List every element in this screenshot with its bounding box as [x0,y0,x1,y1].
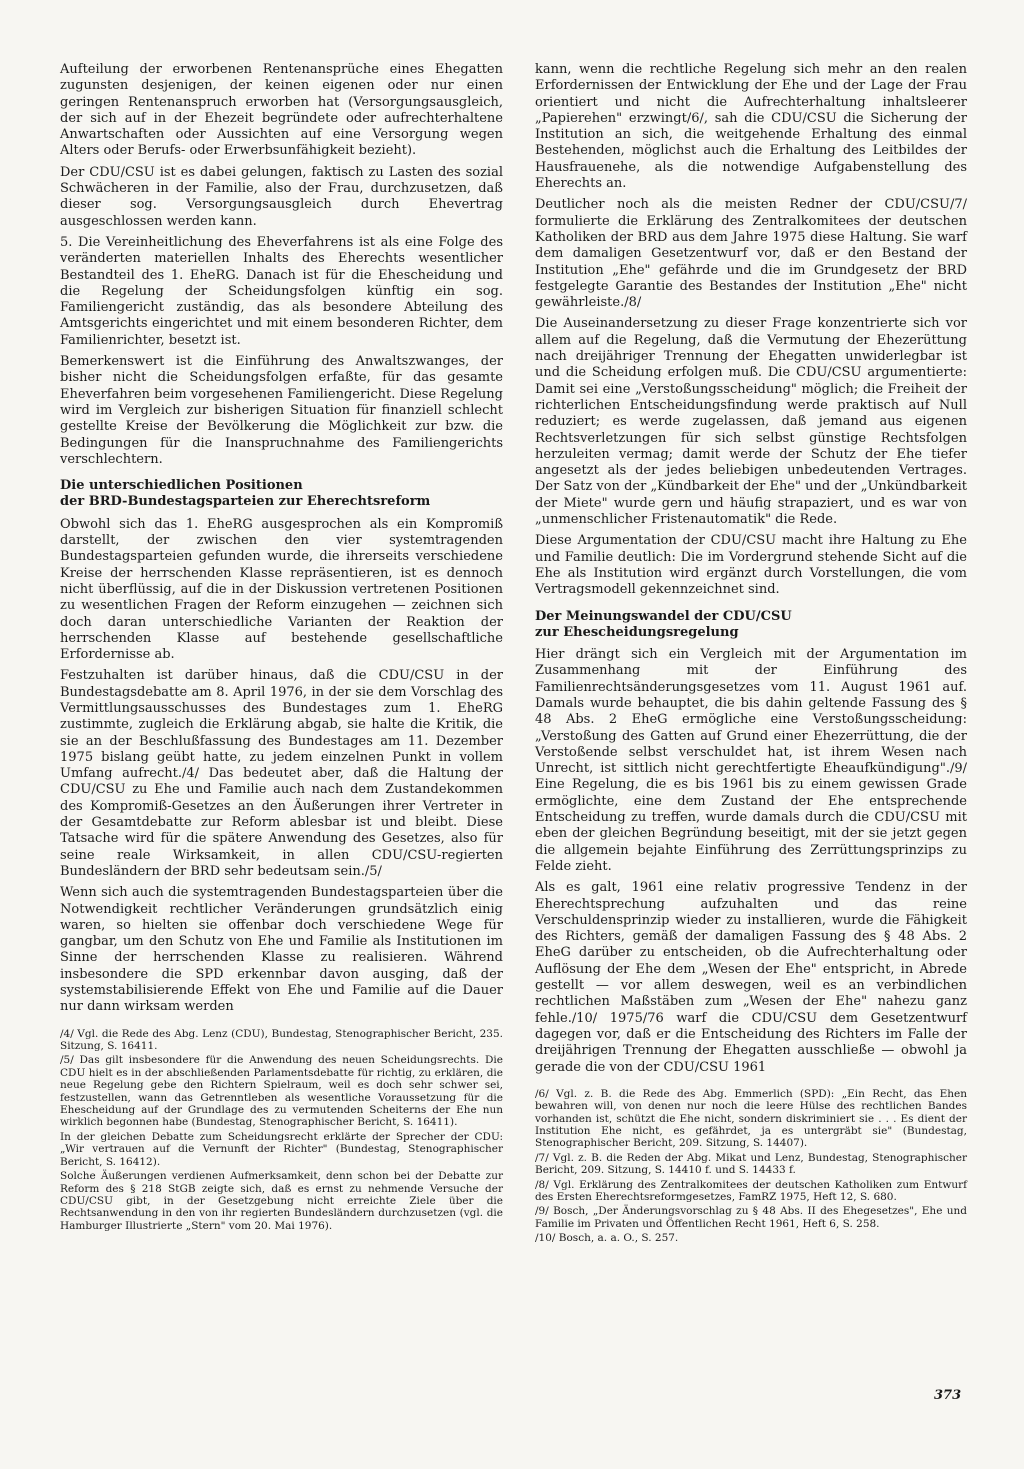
paragraph: Diese Argumentation der CDU/CSU macht ihre Haltung zu Ehe und Familie deutlich: Die im Vordergrund stehende Sicht auf die Ehe als Institution wird ergänzt durch Vorstellungen, die vom Vertragsmodell gekennzeichnet sind. [535,533,967,598]
paragraph: kann, wenn die rechtliche Regelung sich mehr an den realen Erfordernissen der Entwicklung der Ehe und der Lage der Frau orientiert und nicht die Aufrechterhaltung inhaltsleerer „Papierehen" erzwingt/6/, sah die CDU/CSU die Sicherung der Institution an sich, die weitgehende Erhaltung des einmal Bestehenden, möglichst auch die Erhaltung des Leitbildes der Hausfrauenehe, als die notwendige Aufgabenstellung des Eherechts an. [535,62,967,192]
left-column [60,62,503,1234]
paragraph: Obwohl sich das 1. EheRG ausgesprochen als ein Kompromiß darstellt, der zwischen den vier systemtragenden Bundestagsparteien gefunden wurde, die ihrerseits verschiedene Kreise der herrschenden Klasse repräsentieren, ist es dennoch nicht überflüssig, auf die in der Diskussion vertretenen Positionen zu wesentlichen Fragen der Reform einzugehen — zeichnen sich doch daran unterschiedliche Varianten der Reaktion der herrschenden Klasse auf bestehende gesellschaftliche Erfordernisse ab. [60,516,503,663]
footnote: Solche Äußerungen verdienen Aufmerksamkeit, denn schon bei der Debatte zur Reform des § 218 StGB zeigte sich, daß es ernst zu nehmende Versuche der CDU/CSU gibt, in der Gesetzgebung nicht erreichte Ziele über die Rechtsanwendung in den von ihr regierten Bundesländern durchzusetzen (vgl. die Hamburger Illustrierte „Stern" vom 20. Mai 1976). [60,1170,503,1232]
footnote: /7/ Vgl. z. B. die Reden der Abg. Mikat und Lenz, Bundestag, Stenographischer Bericht, 209. Sitzung, S. 14410 f. und S. 14433 f. [535,1151,967,1177]
footnote: /6/ Vgl. z. B. die Rede des Abg. Emmerlich (SPD): „Ein Recht, das Ehen bewahren will, von denen nur noch die leere Hülse des rechtlichen Bandes vorhanden ist, schützt die Ehe nicht, sondern diskriminiert sie . . . Es dient der Institution Ehe nicht, es gefährdet, ja es untergräbt sie" (Bundestag, Stenographischer Bericht, 209. Sitzung, S. 14407). [535,1087,967,1150]
footnotes [60,1028,503,1233]
footnote: In der gleichen Debatte zum Scheidungsrecht erklärte der Sprecher der CDU: „Wir vertrauen auf die Vernunft der Richter" (Bundestag, Stenographischer Bericht, S. 16412). [60,1130,503,1168]
paragraph: Die Auseinandersetzung zu dieser Frage konzentrierte sich vor allem auf die Regelung, daß die Vermutung der Ehezerüttung nach dreijähriger Trennung der Ehegatten unwiderlegbar ist und die Scheidung erfolgen muß. Die CDU/CSU argumentierte: Damit sei eine „Verstoßungsscheidung" möglich; die Freiheit der richterlichen Entscheidungsfindung werde praktisch auf Null reduziert; es werde zugelassen, daß jemand aus eigenen Rechtsverletzungen für sich selbst günstige Rechtsfolgen herzuleiten vermag; damit werde der Schutz der Ehe tiefer angesetzt als der jedes beliebigen unbedeutenden Vertrages. Der Satz von der „Kündbarkeit der Ehe" und der „Unkündbarkeit der Miete" wurde gern und häufig strapaziert, und es war von „unmenschlicher Fristenautomatik" die Rede. [535,316,967,528]
heading-line: zur Ehescheidungsregelung [535,624,739,640]
paragraph: Aufteilung der erworbenen Rentenansprüche eines Ehegatten zugunsten desjenigen, der keinen eigenen oder nur einen geringen Rentenanspruch erworben hat (Versorgungsausgleich, der sich auf in der Ehezeit begründete oder aufrechterhaltene Anwartschaften oder Aussichten auf eine Versorgung wegen Alters oder Berufs- oder Erwerbsunfähigkeit bezieht). [60,62,503,159]
paragraph: Festzuhalten ist darüber hinaus, daß die CDU/CSU in der Bundestagsdebatte am 8. April 1976, in der sie dem Vorschlag des Vermittlungsausschusses des Bundestages zum 1. EheRG zustimmte, zugleich die Erklärung abgab, sie halte die Kritik, die sie an der Beschlußfassung des Bundestages am 11. Dezember 1975 bislang geübt hatte, zu jedem einzelnen Punkt in vollem Umfang aufrecht./4/ Das bedeutet aber, daß die Haltung der CDU/CSU zu Ehe und Familie auch nach dem Zustandekommen des Kompromiß-Gesetzes an den Äußerungen ihrer Vertreter in der Gesamtdebatte zur Reform ablesbar ist und bleibt. Diese Tatsache wird für die spätere Anwendung des Gesetzes, also für seine reale Wirksamkeit, in allen CDU/CSU-regierten Bundesländern der BRD sehr bedeutsam sein./5/ [60,668,503,879]
paragraph: 5. Die Vereinheitlichung des Eheverfahrens ist als eine Folge des veränderten materiellen Inhalts des Eherechts wesentlicher Bestandteil des 1. EheRG. Danach ist für die Ehescheidung und die Regelung der Scheidungsfolgen künftig ein sog. Familiengericht zuständig, das als besondere Abteilung des Amtsgerichts eingerichtet und mit einem besonderen Richter, dem Familienrichter, besetzt ist. [60,234,503,348]
paragraph: Bemerkenswert ist die Einführung des Anwaltszwanges, der bisher nicht die Scheidungsfolgen erfaßte, für das gesamte Eheverfahren beim vorgesehenen Familiengericht. Diese Regelung wird im Vergleich zur bisherigen Situation für finanziell schlecht gestellte Kreise der Bevölkerung die Möglichkeit zur bzw. die Bedingungen für die Inanspruchnahme des Familiengerichts verschlechtern. [60,354,503,467]
footnote: /4/ Vgl. die Rede des Abg. Lenz (CDU), Bundestag, Stenographischer Bericht, 235. Sitzung, S. 16411. [60,1027,503,1053]
footnotes [535,1088,967,1245]
heading-line: Der Meinungswandel der CDU/CSU [535,608,792,624]
heading-line: Die unterschiedlichen Positionen [60,478,303,494]
paragraph: Der CDU/CSU ist es dabei gelungen, faktisch zu Lasten des sozial Schwächeren in der Familie, also der Frau, durchzusetzen, daß dieser sog. Versorgungsausgleich durch Ehevertrag ausgeschlossen werden kann. [60,164,503,229]
footnote: /10/ Bosch, a. a. O., S. 257. [535,1232,679,1245]
right-column [535,62,967,1247]
page-number: 373 [934,1388,962,1403]
footnote: /5/ Das gilt insbesondere für die Anwendung des neuen Scheidungsrechts. Die CDU hielt es in der abschließenden Parlamentsdebatte für richtig, zu erklären, die neue Regelung gebe den Richtern Spielraum, weil es doch sehr schwer sei, festzustellen, wann das Getrenntleben als wesentliche Voraussetzung für die Ehescheidung auf der Grundlage des zu vermutenden Scheiterns der Ehe nun wirklich begonnen habe (Bundestag, Stenographischer Bericht, S. 16411). [60,1054,503,1129]
footnote: /8/ Vgl. Erklärung des Zentralkomitees der deutschen Katholiken zum Entwurf des Ersten Eherechtsreformgesetzes, FamRZ 1975, Heft 12, S. 680. [535,1178,967,1204]
paragraph: Als es galt, 1961 eine relativ progressive Tendenz in der Eherechtsprechung aufzuhalten und das reine Verschuldensprinzip wieder zu installieren, wurde die Fähigkeit des Richters, gemäß der damaligen Fassung des § 48 Abs. 2 EheG darüber zu entscheiden, ob die Aufrechterhaltung oder Auflösung der Ehe dem „Wesen der Ehe" entspricht, in Abrede gestellt — vor allem deswegen, weil es an verbindlichen rechtlichen Maßstäben zum „Wesen der Ehe" nahezu ganz fehle./10/ 1975/76 warf die CDU/CSU dem Gesetzentwurf dagegen vor, daß er die Entscheidung des Richters im Falle der dreijährigen Trennung der Ehegatten ausschließe — obwohl ja gerade die von der CDU/CSU 1961 [535,880,967,1075]
paragraph: Wenn sich auch die systemtragenden Bundestagsparteien über die Notwendigkeit rechtlicher Veränderungen grundsätzlich einig waren, so hielten sie offenbar doch verschiedene Wege für gangbar, um den Schutz von Ehe und Familie als Institutionen im Sinne der herrschenden Klasse zu realisieren. Während insbesondere die SPD erkennbar davon ausging, daß der systemstabilisierende Effekt von Ehe und Familie auf die Dauer nur dann wirksam werden [60,885,503,1015]
paragraph: Hier drängt sich ein Vergleich mit der Argumentation im Zusammenhang mit der Einführung des Familienrechtsänderungsgesetzes vom 11. August 1961 auf. Damals wurde behauptet, die bis dahin geltende Fassung des § 48 Abs. 2 EheG ermögliche eine Verstoßungsscheidung: „Verstoßung des Gatten auf Grund einer Ehezerrüttung, die der Verstoßende selbst verschuldet hat, ist ihrem Wesen nach Unrecht, ist sittlich nicht gerechtfertigte Eheaufkündigung"./9/ Eine Regelung, die es bis 1961 bis zu einem gewissen Grade ermöglichte, eine dem Zustand der Ehe entsprechende Entscheidung zu treffen, wurde damals durch die CDU/CSU mit eben der gleichen Begründung beseitigt, mit der sie jetzt gegen die allgemein bejahte Einführung des Zerrüttungsprinzips zu Felde zieht. [535,647,967,874]
paragraph: Deutlicher noch als die meisten Redner der CDU/CSU/7/ formulierte die Erklärung des Zentralkomitees der deutschen Katholiken der BRD aus dem Jahre 1975 diese Haltung. Sie warf dem damaligen Gesetzentwurf vor, daß er den Bestand der Institution „Ehe" gefährde und die im Grundgesetz der BRD festgelegte Garantie des Bestandes der Institution „Ehe" nicht gewährleiste./8/ [535,197,967,311]
section-heading [535,609,967,642]
heading-line: der BRD-Bundestagsparteien zur Eherechtsreform [60,494,431,510]
section-heading [60,478,503,511]
footnote: /9/ Bosch, „Der Änderungsvorschlag zu § 48 Abs. II des Ehegesetzes", Ehe und Familie im Privaten und Öffentlichen Recht 1961, Heft 6, S. 258. [535,1205,967,1230]
